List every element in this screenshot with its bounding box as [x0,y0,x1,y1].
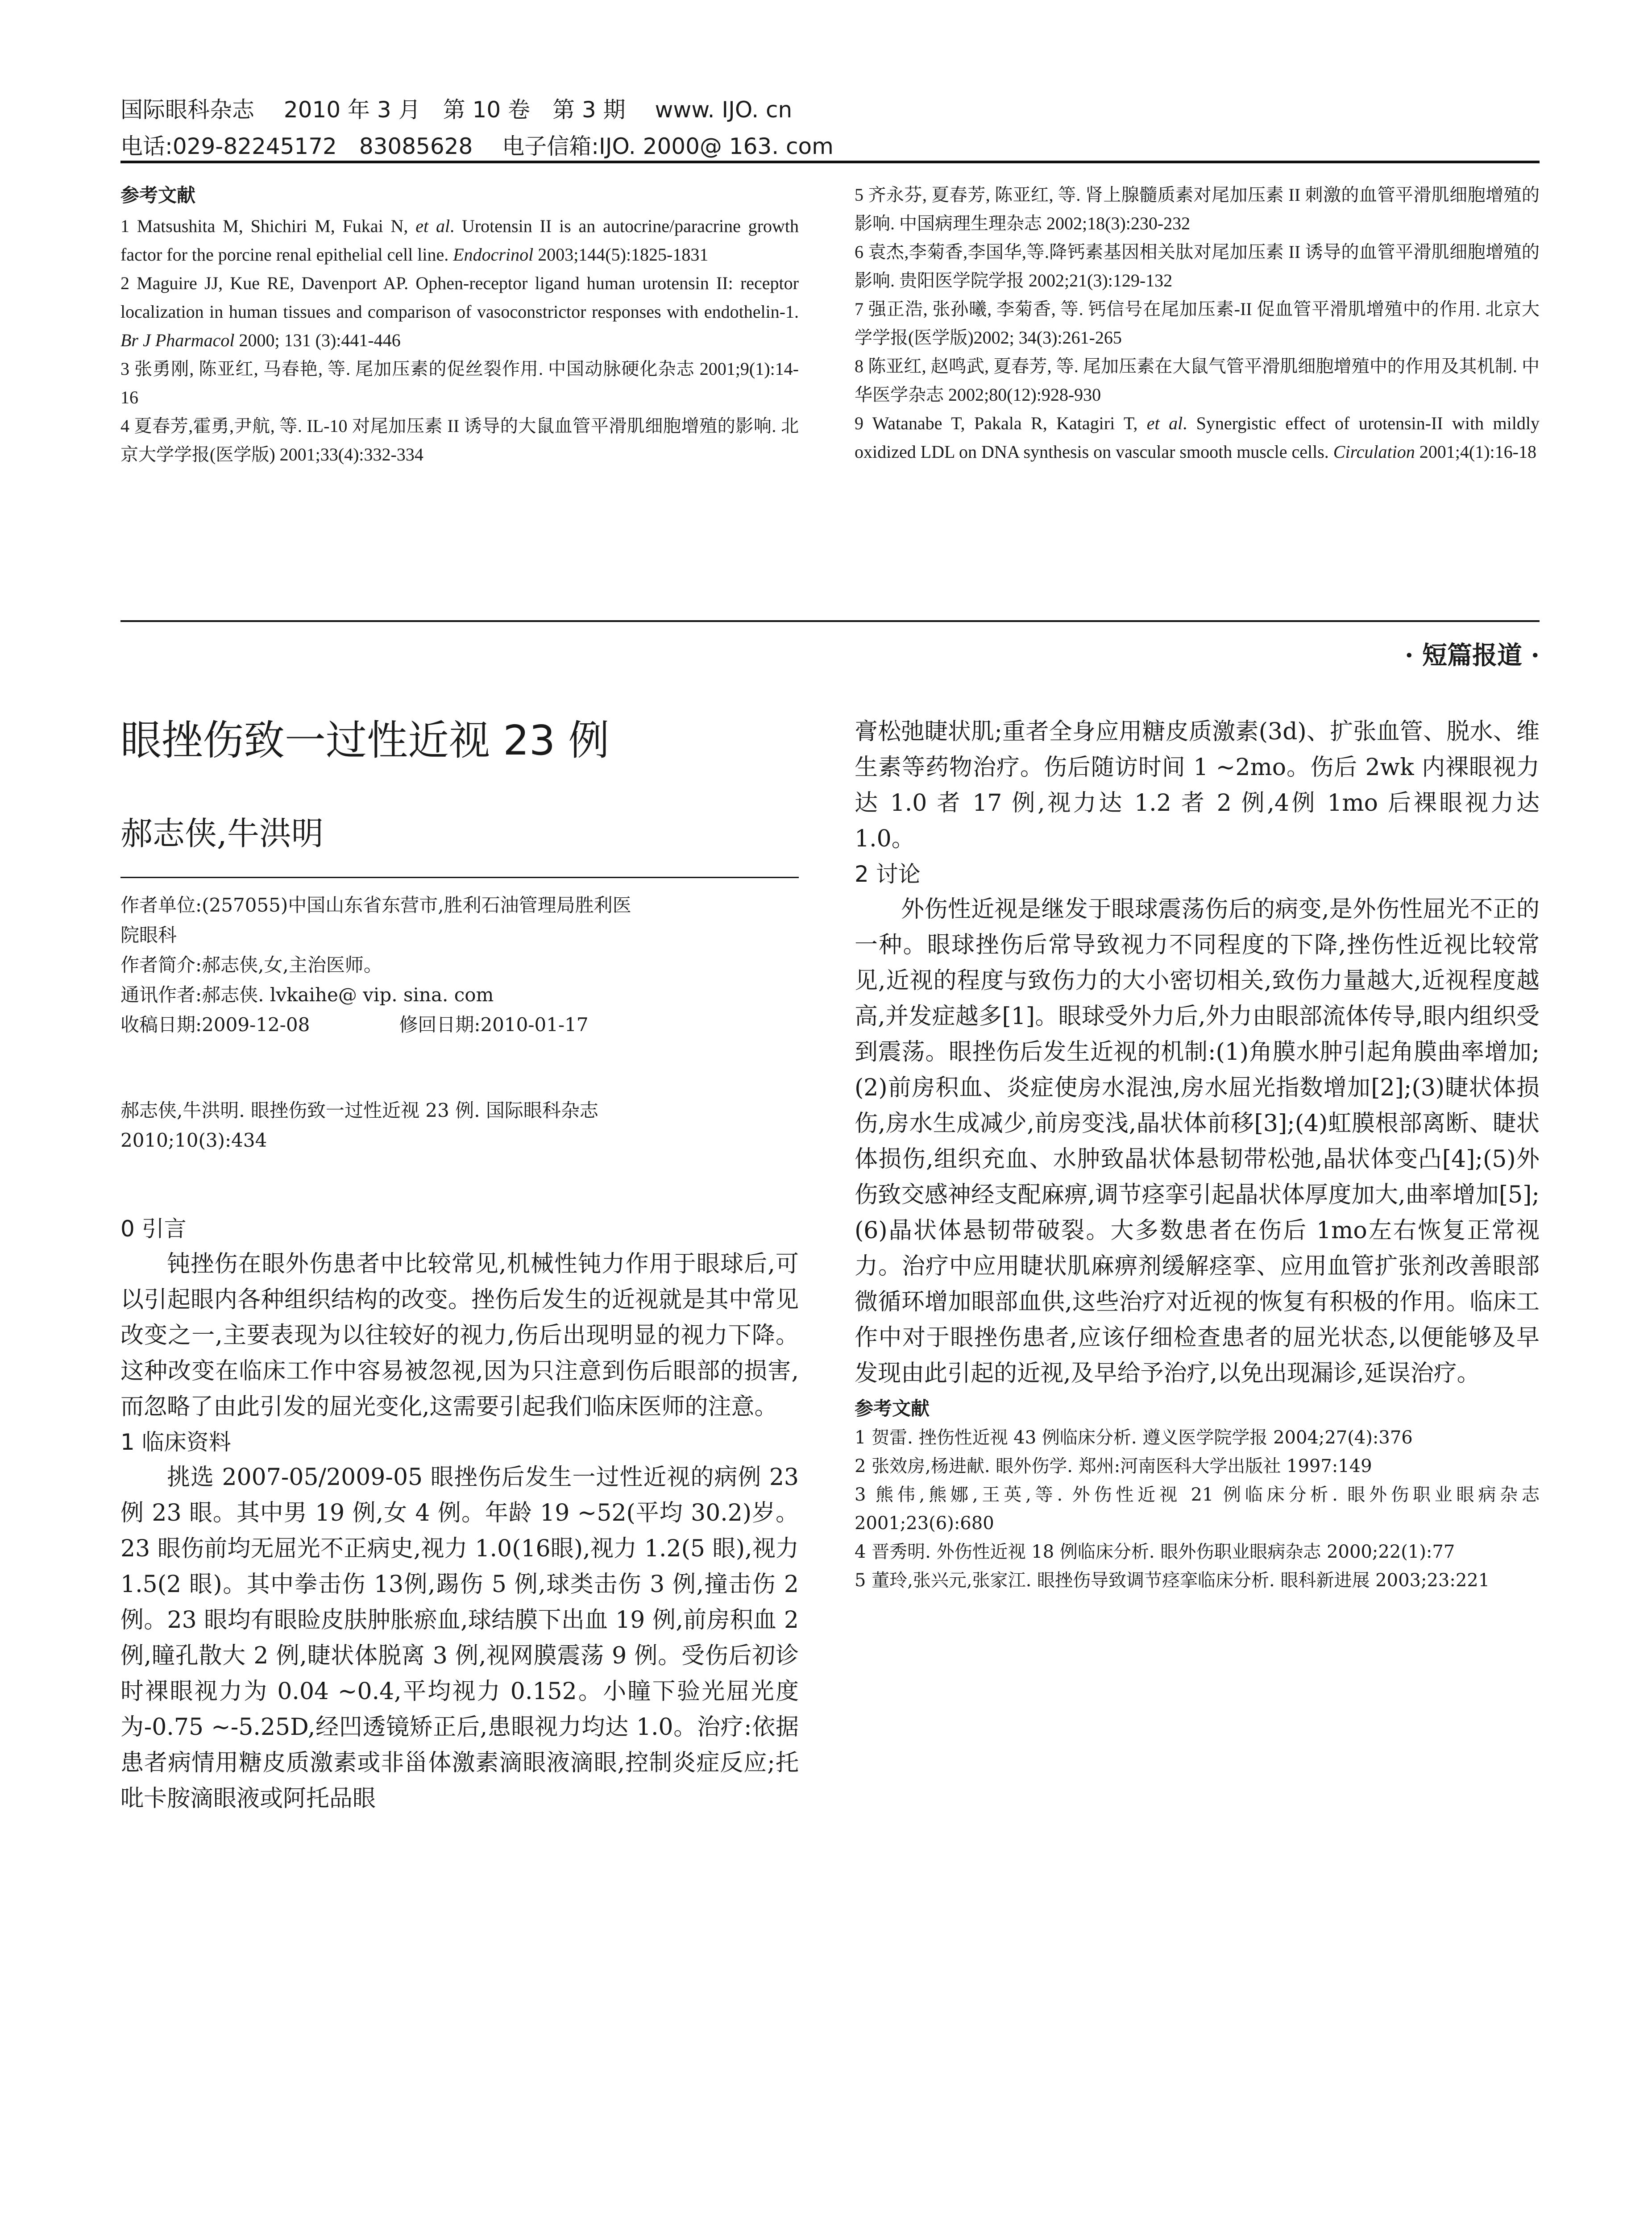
reference-text: 1 Matsushita M, Shichiri M, Fukai N, [120,216,416,236]
reference-italic: et al [415,216,450,236]
article-authors: 郝志侠,牛洪明 [120,815,324,852]
reference-text: 9 Watanabe T, Pakala R, Katagiri T, [855,413,1147,433]
article-meta [120,890,799,1040]
reference-italic: Br J Pharmacol [120,330,235,350]
meta-received: 收稿日期:2009-12-08 [120,1014,310,1036]
journal-header [120,91,1540,165]
header-divider [120,161,1540,163]
reference-item [855,295,1540,352]
article-references-list [855,1423,1540,1595]
reference-item [855,409,1540,466]
meta-affiliation-cont: 院眼科 [120,924,177,946]
top-references-list-right [855,181,1540,466]
section-2-heading: 2 讨论 [855,861,921,887]
article-reference-item: 1 贺雷. 挫伤性近视 43 例临床分析. 遵义医学院学报 2004;27(4):376 [855,1427,1413,1448]
meta-corresponding: 通讯作者:郝志侠. lvkaihe@ vip. sina. com [120,984,494,1006]
reference-italic: et al [1146,413,1183,433]
citation-line-2: 2010;10(3):434 [120,1129,267,1151]
reference-text: 2000; 131 (3):441-446 [234,330,401,350]
article-reference-item: 5 董玲,张兴元,张家江. 眼挫伤导致调节痉挛临床分析. 眼科新进展 2003;23:221 [855,1570,1490,1591]
reference-text: 7 强正浩, 张孙曦, 李菊香, 等. 钙信号在尾加压素-II 促血管平滑肌增殖中的作用. 北京大学学报(医学版)2002; 34(3):261-265 [855,299,1540,348]
top-references-right-column [855,181,1540,466]
reference-text: . Urotensin II is an autocrine/paracrine growth factor for the porcine renal epithelial cell line. [120,216,799,265]
meta-revised: 修回日期:2010-01-17 [399,1014,589,1036]
article-title: 眼挫伤致一过性近视 23 例 [120,717,610,764]
reference-text: 2 Maguire JJ, Kue RE, Davenport AP. Ophen-receptor ligand human urotensin II: receptor localization in human tissues and comparison of vasoconstrictor responses with endothelin-1. [120,273,799,322]
section-divider [120,620,1540,622]
section-1-heading: 1 临床资料 [120,1429,231,1455]
section-tag: · 短篇报道 · [1405,641,1540,670]
reference-item [120,412,799,469]
section-2-paragraph: 外伤性近视是继发于眼球震荡伤后的病变,是外伤性屈光不正的一种。眼球挫伤后常导致视力不同程度的下降,挫伤性近视比较常见,近视的程度与致伤力的大小密切相关,致伤力量越大,近视程度越高,并发症越多[1]。眼球受外力后,外力由眼部流体传导,眼内组织受到震荡。眼挫伤后发生近视的机制:(1)角膜水肿引起角膜曲率增加;(2)前房积血、炎症使房水混浊,房水屈光指数增加[2];(3)睫状体损伤,房水生成减少,前房变浅,晶状体前移[3];(4)虹膜根部离断、睫状体损伤,组织充血、水肿致晶状体悬韧带松弛,晶状体变凸[4];(5)外伤致交感神经支配麻痹,调节痉挛引起晶状体厚度加大,曲率增加[5];(6)晶状体悬韧带破裂。大多数患者在伤后 1mo左右恢复正常视力。治疗中应用睫状肌麻痹剂缓解痉挛、应用血管扩张剂改善眼部微循环增加眼部血供,这些治疗对近视的恢复有积极的作用。临床工作中对于眼挫伤患者,应该仔细检查患者的屈光状态,以便能够及早发现由此引起的近视,及早给予治疗,以免出现漏诊,延误治疗。 [855,896,1540,1387]
section-1-continuation: 膏松弛睫状肌;重者全身应用糖皮质激素(3d)、扩张血管、脱水、维生素等药物治疗。伤后随访时间 1 ~2mo。伤后 2wk 内裸眼视力达 1.0 者 17 例,视力达 1.2 者 2 例,4例 1mo 后裸眼视力达 1.0。 [855,718,1540,852]
reference-text: 8 陈亚红, 赵鸣武, 夏春芳, 等. 尾加压素在大鼠气管平滑肌细胞增殖中的作用及其机制. 中华医学杂志 2002;80(12):928-930 [855,356,1540,405]
citation-line-1: 郝志侠,牛洪明. 眼挫伤致一过性近视 23 例. 国际眼科杂志 [120,1099,598,1121]
reference-text: 6 袁杰,李菊香,李国华,等.降钙素基因相关肽对尾加压素 II 诱导的血管平滑肌细胞增殖的影响. 贵阳医学院学报 2002;21(3):129-132 [855,242,1540,290]
reference-item [855,238,1540,295]
reference-item [120,269,799,355]
header-contact-info: 电话:029-82245172 83085628 电子信箱:IJO. 2000@ 163. com [120,133,834,159]
authors-divider [120,877,799,878]
article-reference-item: 4 晋秀明. 外伤性近视 18 例临床分析. 眼外伤职业眼病杂志 2000;22(1):77 [855,1542,1455,1562]
meta-bio: 作者简介:郝志侠,女,主治医师。 [120,954,382,976]
meta-dates [120,1010,799,1040]
reference-item [855,352,1540,409]
reference-text: 5 齐永芬, 夏春芳, 陈亚红, 等. 肾上腺髓质素对尾加压素 II 刺激的血管平滑肌细胞增殖的影响. 中国病理生理杂志 2002;18(3):230-232 [855,185,1540,233]
top-references-left-column [120,181,799,469]
reference-text: . Synergistic effect of urotensin-II with mildly oxidized LDL on DNA synthesis on vascular smooth muscle cells. [855,413,1540,462]
reference-text: 2001;4(1):16-18 [1415,442,1536,462]
reference-text: 3 张勇刚, 陈亚红, 马春艳, 等. 尾加压素的促丝裂作用. 中国动脉硬化杂志 2001;9(1):14-16 [120,359,799,407]
reference-text: 4 夏春芳,霍勇,尹航, 等. IL-10 对尾加压素 II 诱导的大鼠血管平滑肌细胞增殖的影响. 北京大学学报(医学版) 2001;33(4):332-334 [120,416,799,464]
article-reference-item: 3 熊伟,熊娜,王英,等. 外伤性近视 21 例临床分析. 眼外伤职业眼病杂志 2001;23(6):680 [855,1485,1540,1534]
reference-item [855,181,1540,238]
header-journal-info: 国际眼科杂志 2010 年 3 月 第 10 卷 第 3 期 www. IJO. cn [120,97,793,123]
top-references-list-left [120,212,799,469]
article-references-heading: 参考文献 [855,1397,930,1419]
reference-italic: Circulation [1333,442,1415,462]
article-reference-item: 2 张效房,杨进献. 眼外伤学. 郑州:河南医科大学出版社 1997:149 [855,1456,1372,1476]
article-body-right [855,714,1540,1595]
article-citation [120,1095,799,1155]
meta-affiliation: 作者单位:(257055)中国山东省东营市,胜利石油管理局胜利医 [120,894,631,916]
reference-italic: Endocrinol [453,245,534,265]
reference-item [120,212,799,269]
article-body-left [120,1211,799,1816]
reference-item [120,355,799,412]
section-1-paragraph: 挑选 2007-05/2009-05 眼挫伤后发生一过性近视的病例 23 例 23 眼。其中男 19 例,女 4 例。年龄 19 ~52(平均 30.2)岁。23 眼伤前均无屈光不正病史,视力 1.0(16眼),视力 1.2(5 眼),视力 1.5(2 眼)。其中拳击伤 13例,踢伤 5 例,球类击伤 3 例,撞击伤 2 例。23 眼均有眼睑皮肤肿胀瘀血,球结膜下出血 19 例,前房积血 2 例,瞳孔散大 2 例,睫状体脱离 3 例,视网膜震荡 9 例。受伤后初诊时裸眼视力为 0.04 ~0.4,平均视力 0.152。小瞳下验光屈光度为-0.75 ~-5.25D,经凹透镜矫正后,患眼视力均达 1.0。治疗:依据患者病情用糖皮质激素或非甾体激素滴眼液滴眼,控制炎症反应;托吡卡胺滴眼液或阿托品眼 [120,1464,799,1812]
section-0-paragraph: 钝挫伤在眼外伤患者中比较常见,机械性钝力作用于眼球后,可以引起眼内各种组织结构的改变。挫伤后发生的近视就是其中常见改变之一,主要表现为以往较好的视力,伤后出现明显的视力下降。这种改变在临床工作中容易被忽视,因为只注意到伤后眼部的损害,而忽略了由此引发的屈光变化,这需要引起我们临床医师的注意。 [120,1251,799,1420]
section-0-heading: 0 引言 [120,1216,187,1242]
top-references-heading: 参考文献 [120,184,196,206]
reference-text: 2003;144(5):1825-1831 [533,245,709,265]
